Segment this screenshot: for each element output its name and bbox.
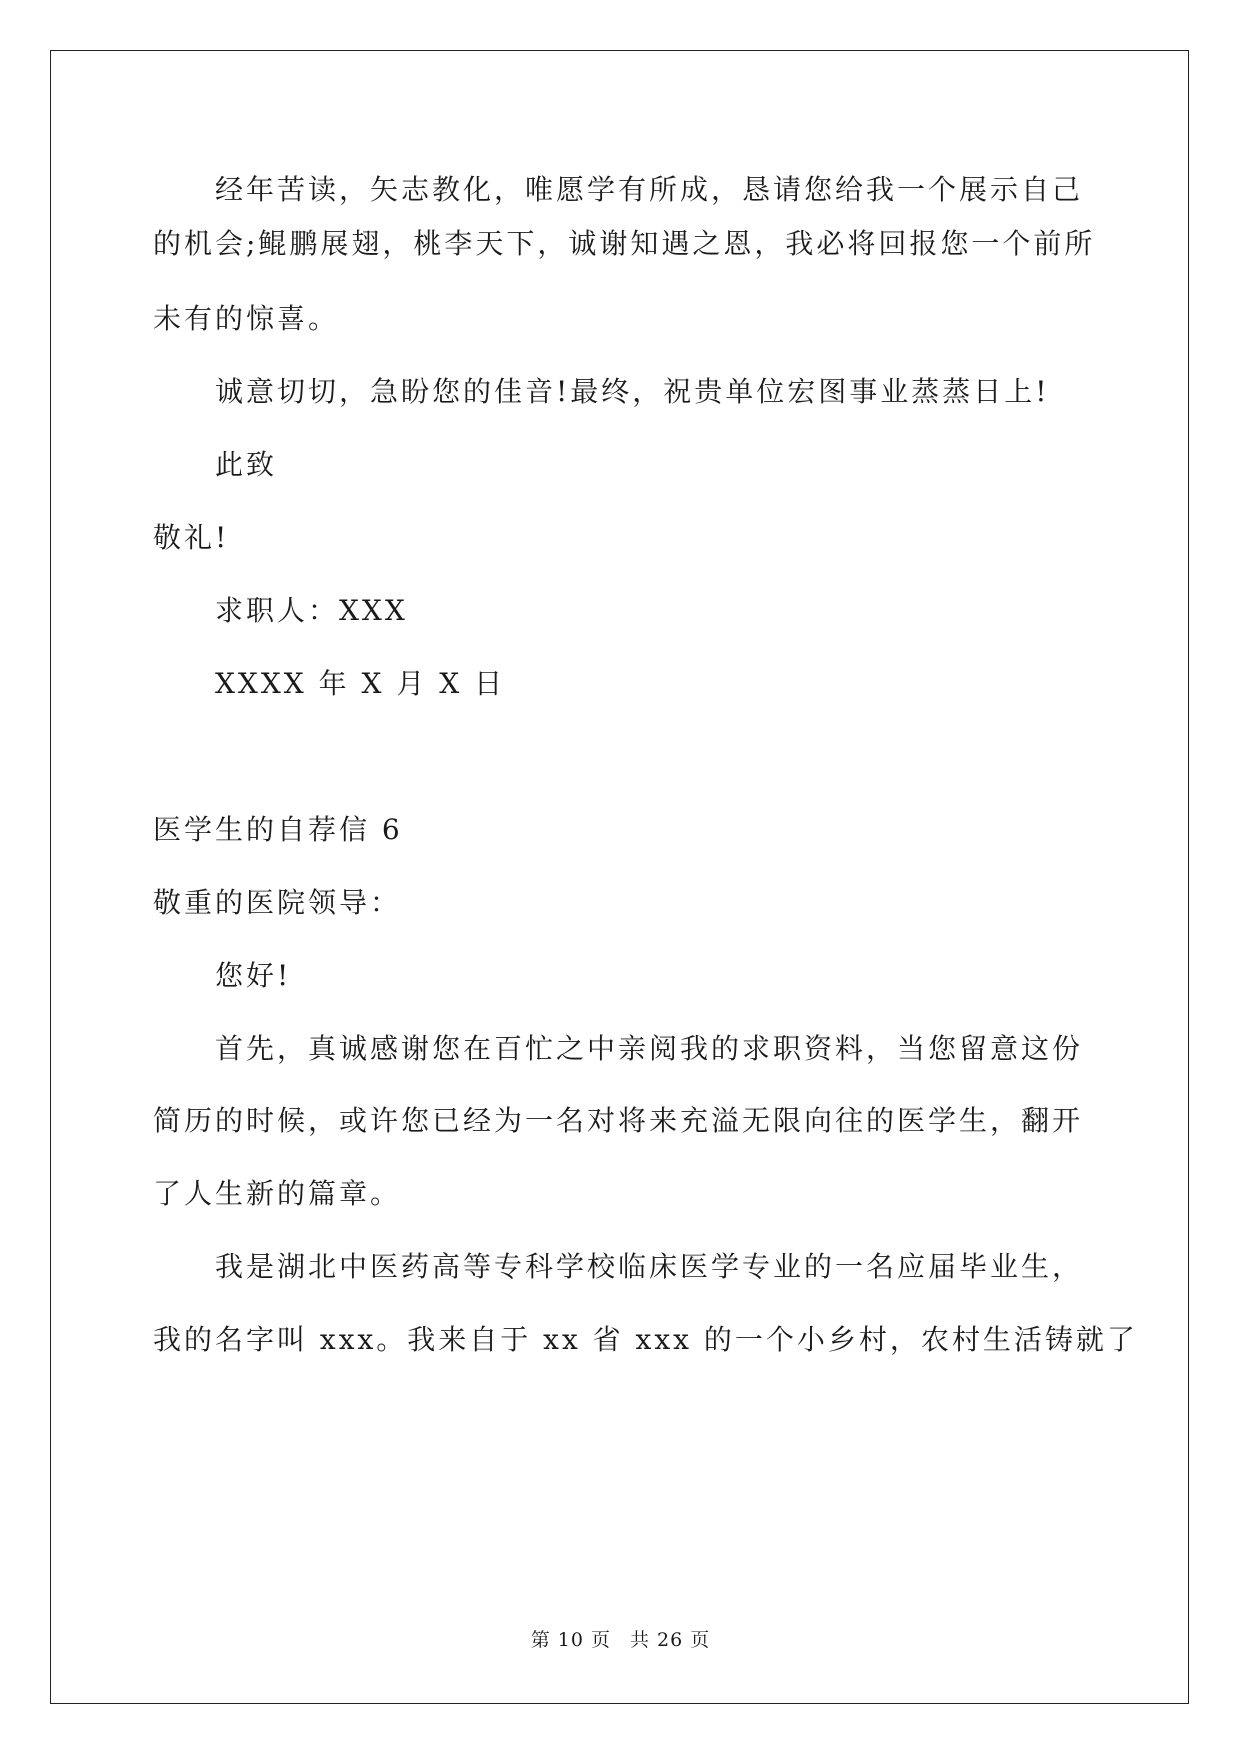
- page-number: 第 10 页: [530, 1629, 611, 1651]
- section-heading: 医学生的自荐信 6: [153, 813, 403, 846]
- text-line: 诚意切切，急盼您的佳音!最终，祝贵单位宏图事业蒸蒸日上!: [215, 375, 1050, 408]
- page-footer: [0, 1625, 1241, 1652]
- text-line: XXXX 年 X 月 X 日: [215, 667, 506, 700]
- text-line: 的机会;鲲鹏展翅，桃李天下，诚谢知遇之恩，我必将回报您一个前所: [153, 227, 1096, 260]
- text-line: 敬礼!: [153, 521, 230, 554]
- page-frame: [50, 50, 1189, 1704]
- text-line: 简历的时候，或许您已经为一名对将来充溢无限向往的医学生，翻开: [153, 1104, 1084, 1137]
- text-line: 此致: [215, 448, 278, 481]
- text-line: 我的名字叫 xxx。我来自于 xx 省 xxx 的一个小乡村，农村生活铸就了: [153, 1323, 1138, 1356]
- text-line: 求职人：XXX: [215, 594, 408, 627]
- text-line: 首先，真诚感谢您在百忙之中亲阅我的求职资料，当您留意这份: [215, 1032, 1084, 1065]
- text-line: 未有的惊喜。: [153, 302, 340, 335]
- text-line: 经年苦读，矢志教化，唯愿学有所成，恳请您给我一个展示自己: [215, 173, 1084, 206]
- text-line: 我是湖北中医药高等专科学校临床医学专业的一名应届毕业生，: [215, 1250, 1084, 1283]
- text-line: 了人生新的篇章。: [153, 1177, 402, 1210]
- total-pages: 共 26 页: [630, 1629, 711, 1651]
- salutation: 敬重的医院领导：: [153, 886, 402, 919]
- greeting: 您好!: [215, 959, 292, 992]
